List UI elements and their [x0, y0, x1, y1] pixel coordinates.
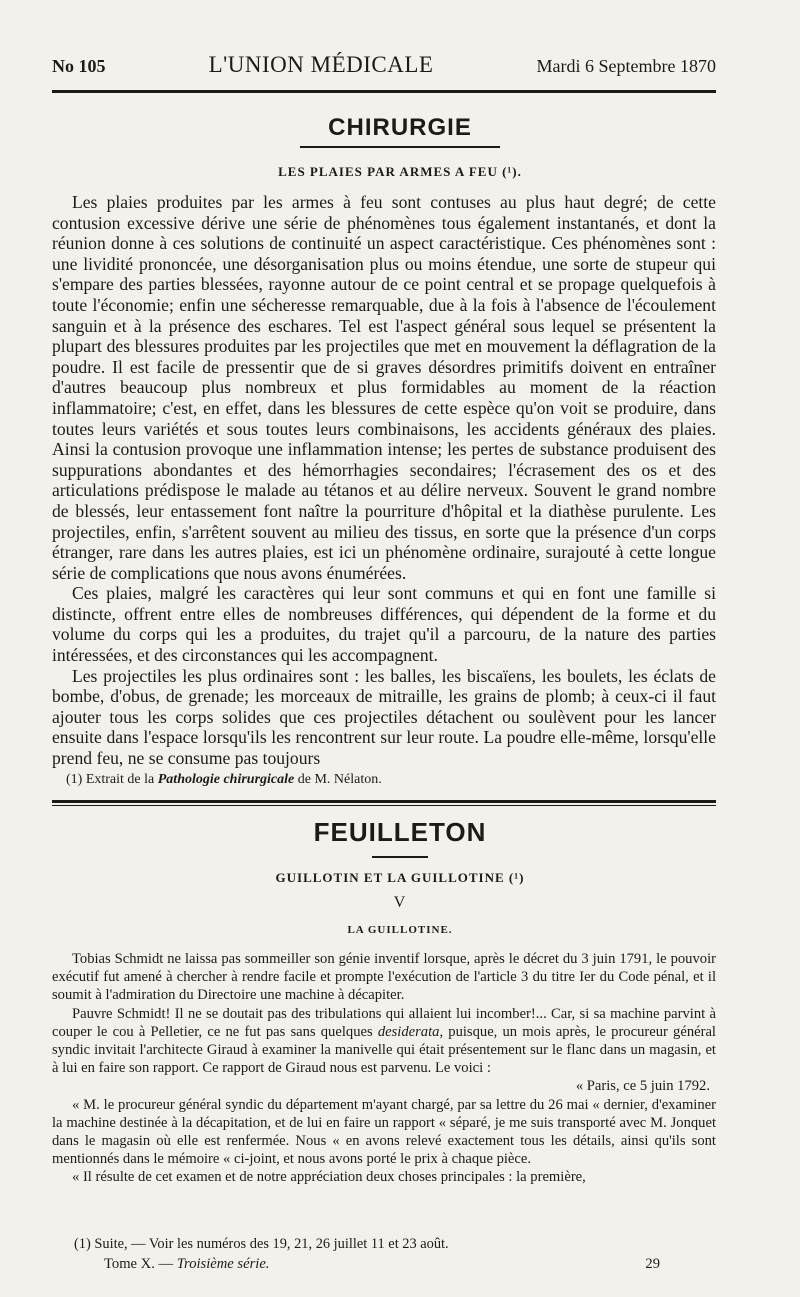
feuilleton-paragraph: Tobias Schmidt ne laissa pas sommeiller son génie inventif lorsque, après le décret du 3 juin 1791, le pouvoir exécutif fut amené à chercher à rendre facile et prompte l'exécution de l'article 3 du titre Ier du Code pénal, et il soumit à l'admiration du Directoire une machine à décapiter.	[52, 951, 716, 1004]
letter-quote-continued: « Il résulte de cet examen et de notre appréciation deux choses principales : la première,	[72, 1169, 586, 1186]
article-footnote: (1) Extrait de la Pathologie chirurgicale de M. Nélaton.	[66, 772, 382, 787]
section-title-underline	[300, 146, 500, 148]
issue-number: No 105	[52, 56, 106, 76]
section-title: CHIRURGIE	[328, 114, 472, 141]
journal-title: L'UNION MÉDICALE	[208, 52, 434, 77]
feuilleton-subtitle: GUILLOTIN ET LA GUILLOTINE (¹)	[275, 870, 525, 885]
article-body	[52, 192, 716, 769]
letter-quote: « M. le procureur général syndic du département m'ayant chargé, par sa lettre du 26 mai « dernier, d'examiner la machine destinée à la décapitation, et de lui en faire un rapport « séparé, je me suis transporté avec M. Jonquet dans le magasin où elle est renfermée. Nous « en avons relevé exactement tous les détails, ainsi qu'ils sont mentionnés dans le mémoire « ci-joint, et nous avons porté le prix à chaque pièce.	[52, 1096, 716, 1168]
letter-dateline: « Paris, ce 5 juin 1792.	[575, 1078, 710, 1095]
volume-info: Tome X. — Troisième série.	[104, 1256, 270, 1272]
article-paragraph: Les plaies produites par les armes à feu sont contuses au plus haut degré; de cette contusion excessive dérive une série de phénomènes tous également instantanés, et dont la réunion donne à ces solutions de continuité un aspect caractéristique. Ces phénomènes sont : une lividité prononcée, une désorganisation plus ou moins étendue, une sorte de stupeur qui s'empare des parties blessées, rayonne autour de ce point central et se propage quelquefois à toute l'économie; enfin une sécheresse remarquable, due à la fois à l'absence de l'écoulement sanguin et à la présence des eschares. Tel est l'aspect général sous lequel se présentent la plupart des blessures produites par les projectiles que met en mouvement la déflagration de la poudre. Il est facile de pressentir que de si graves désordres primitifs doivent en entraîner d'autres beaucoup plus nombreux et plus formidables au moment de la réaction inflammatoire; c'est, en effet, dans les blessures de cette espèce qu'on voit se produire, dans toutes leurs variétés et sous toutes leurs combinaisons, les accidents généraux des plaies. Ainsi la contusion provoque une inflammation intense; les pertes de substance produisent des suppurations abondantes et des hémorrhagies secondaires; l'écrasement des os et des articulations prédispose le malade au tétanos et au délire nerveux. Souvent le grand nombre de blessés, leur entassement font naître la pourriture d'hôpital et la diathèse purulente. Les projectiles, enfin, s'arrêtent souvent au milieu des tissus, en sorte que la présence d'un corps étranger, rare dans les autres plaies, est ici un phénomène ordinaire, surajouté à cette longue série de complications que nous avons énumérées.	[52, 192, 716, 583]
header-rule	[52, 90, 716, 93]
page-number: 29	[645, 1256, 660, 1272]
feuilleton-rule-bottom	[52, 805, 716, 806]
running-head	[52, 52, 716, 88]
feuilleton-rule-top	[52, 800, 716, 803]
feuilleton-footnote: (1) Suite, — Voir les numéros des 19, 21, 26 juillet 11 et 23 août.	[74, 1236, 449, 1252]
feuilleton-paragraph: Pauvre Schmidt! Il ne se doutait pas des tribulations qui allaient lui incomber!... Car, si sa machine parvint à couper le cou à Pelletier, ce ne fut pas sans quelques desiderata, puisque, un mois après, le procureur général syndic invitait l'architecte Giraud à examiner la manivelle qui était présentement sur le flanc dans un magasin, et à lui en faire son rapport. Ce rapport de Giraud nous est parvenu. Le voici :	[52, 1005, 716, 1077]
feuilleton-title: FEUILLETON	[313, 817, 487, 847]
article-paragraph: Les projectiles les plus ordinaires sont : les balles, les biscaïens, les boulets, les éclats de bombe, d'obus, de grenade; les morceaux de mitraille, les grains de plomb; à ceux-ci il faut ajouter tous les corps solides que ces projectiles détachent ou soulèvent pour les lancer ensuite dans l'espace lorsqu'ils les rencontrent sur leur route. La poudre elle-même, lorsqu'elle prend feu, ne se consume pas toujours	[52, 665, 716, 769]
chapter-number: V	[393, 894, 407, 911]
footnote-book-title: Pathologie chirurgicale	[157, 772, 295, 787]
issue-date: Mardi 6 Septembre 1870	[536, 56, 716, 76]
feuilleton-separator	[372, 856, 428, 858]
article-paragraph: Ces plaies, malgré les caractères qui leur sont communs et qui en font une famille si distincte, offrent entre elles de nombreuses différences, qui dépendent de la forme et du volume du corps qui les a produites, du trajet qu'il a parcouru, de la nature des parties intéressées, et des circonstances qui les accompagnent.	[52, 583, 716, 666]
article-subtitle: LES PLAIES PAR ARMES A FEU (¹).	[278, 164, 522, 179]
chapter-title: LA GUILLOTINE.	[347, 924, 453, 936]
feuilleton-body	[52, 950, 716, 1187]
